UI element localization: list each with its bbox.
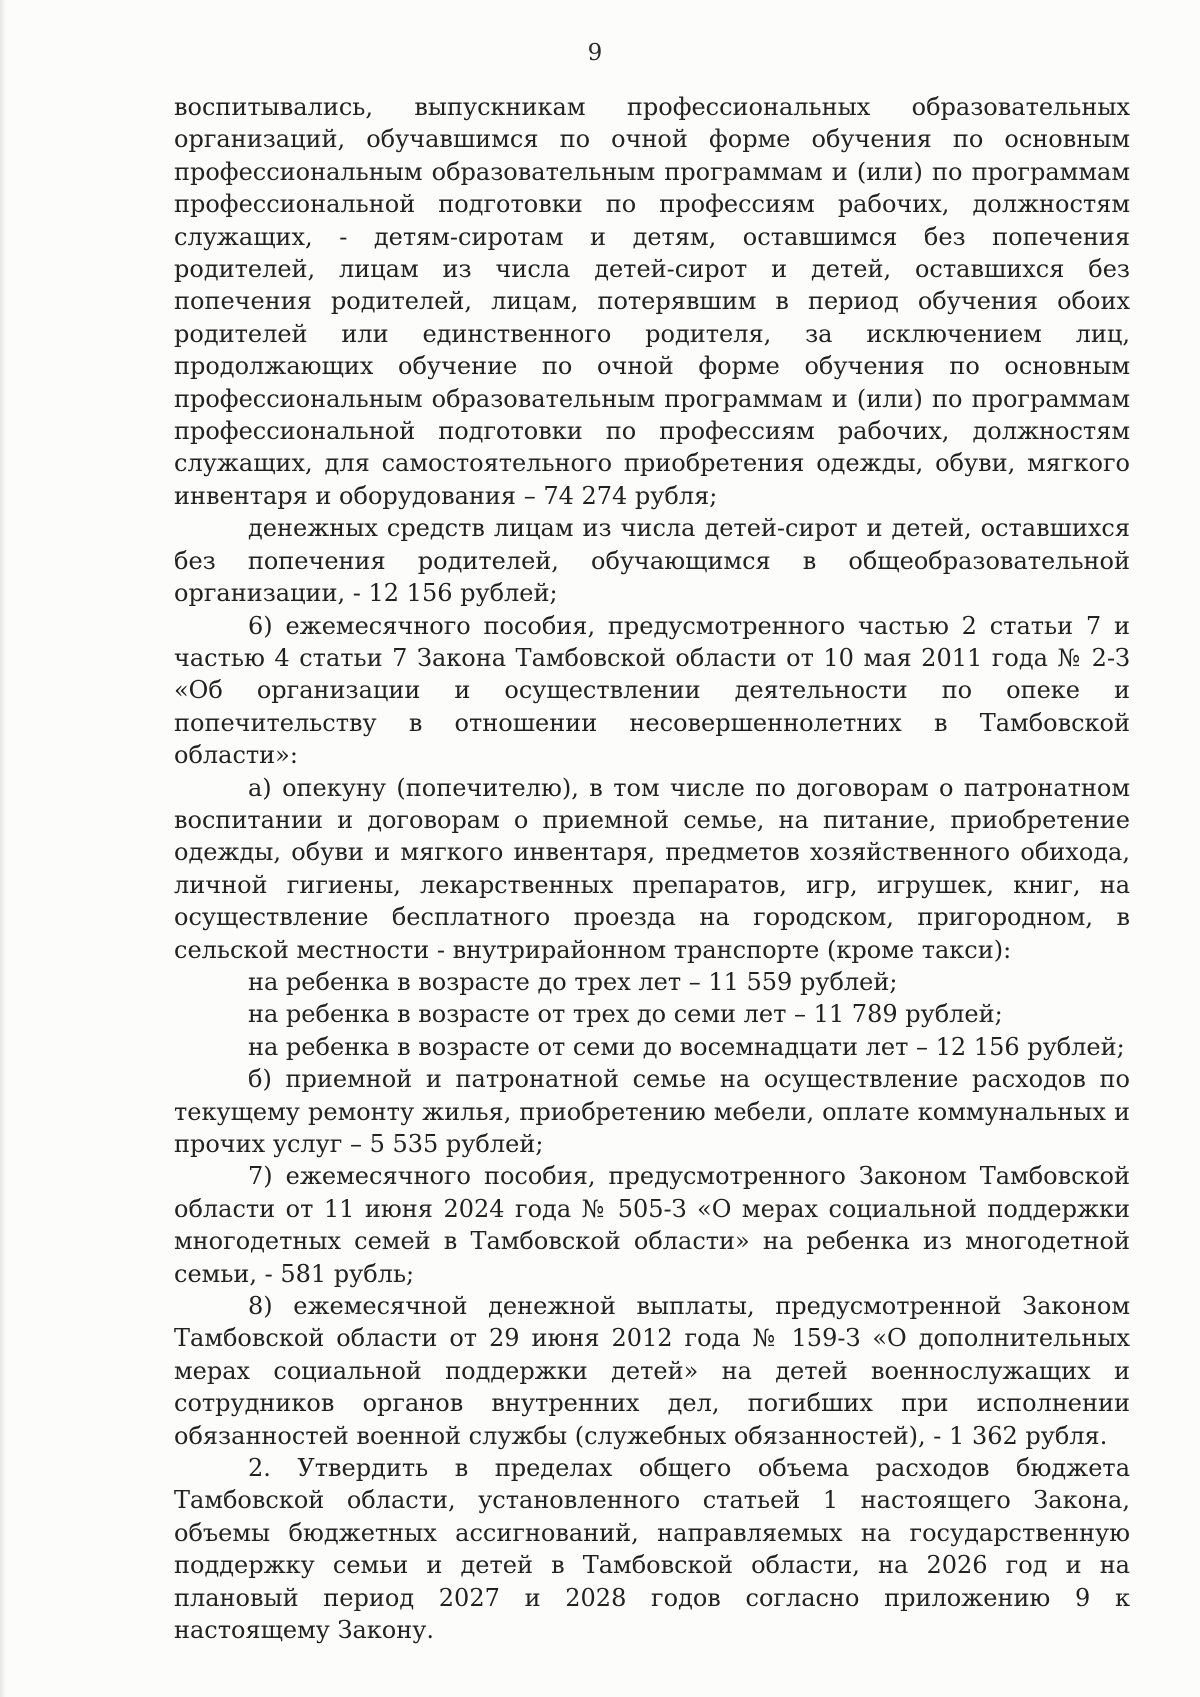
paragraph-item-8: 8) ежемесячной денежной выплаты, предусмотренной Законом Тамбовской области от 29 июня 2012 года № 159-З «О дополнительных мерах социальной поддержки детей» на детей военнослужащих и сотрудников органов внутренних дел, погибших при исполнении обязанностей военной службы (служебных обязанностей), - 1 362 рубля. bbox=[174, 1292, 1130, 1450]
paragraph-item-7: 7) ежемесячного пособия, предусмотренного Законом Тамбовской области от 11 июня 2024 года № 505-З «О мерах социальной поддержки многодетных семей в Тамбовской области» на ребенка из многодетной семьи, - 581 рубль; bbox=[174, 1162, 1130, 1288]
paragraph-age-under-3: на ребенка в возрасте до трех лет – 11 559 рублей; bbox=[248, 967, 898, 996]
paragraph-continuation: воспитывались, выпускникам профессиональных образовательных организаций, обучавшимся по очной форме обучения по основным профессиональным образовательным программам и (или) по программам профессиональной подготовки по профессиям рабочих, должностям служащих, - детям-сиротам и детям, оставшимся без попечения родителей, лицам из числа детей-сирот и детей, оставшихся без попечения родителей, лицам, потерявшим в период обучения обоих родителей или единственного родителя, за исключением лиц, продолжающих обучение по очной форме обучения по основным профессиональным образовательным программам и (или) по программам профессиональной подготовки по профессиям рабочих, должностям служащих, для самостоятельного приобретения одежды, обуви, мягкого инвентаря и оборудования – 74 274 рубля; bbox=[174, 93, 1130, 510]
paragraph-age-7-to-18: на ребенка в возрасте от семи до восемнадцати лет – 12 156 рублей; bbox=[248, 1032, 1125, 1061]
paragraph-item-6b: б) приемной и патронатной семье на осуществление расходов по текущему ремонту жилья, приобретению мебели, оплате коммунальных и прочих услуг – 5 535 рублей; bbox=[174, 1065, 1130, 1158]
paragraph-orphan-funds: денежных средств лицам из числа детей-сирот и детей, оставшихся без попечения родителей, обучающимся в общеобразовательной организации, - 12 156 рублей; bbox=[174, 514, 1130, 608]
paragraph-item-6: 6) ежемесячного пособия, предусмотренного частью 2 статьи 7 и частью 4 статьи 7 Закона Тамбовской области от 10 мая 2011 года № 2-З «Об организации и осуществлении деятельности по опеке и попечительству в отношении несовершеннолетних в Тамбовской области»: bbox=[174, 611, 1130, 770]
page-number: 9 bbox=[587, 40, 603, 66]
document-body bbox=[174, 91, 1130, 1647]
scan-edge bbox=[0, 0, 6, 1697]
paragraph-age-3-to-7: на ребенка в возрасте от трех до семи лет – 11 789 рублей; bbox=[248, 1000, 1003, 1029]
paragraph-section-2: 2. Утвердить в пределах общего объема расходов бюджета Тамбовской области, установленного статьей 1 настоящего Закона, объемы бюджетных ассигнований, направляемых на государственную поддержку семьи и детей в Тамбовской области, на 2026 год и на плановый период 2027 и 2028 годов согласно приложению 9 к настоящему Закону. bbox=[174, 1454, 1130, 1645]
paragraph-item-6a: а) опекуну (попечителю), в том числе по договорам о патронатном воспитании и договорам о приемной семье, на питание, приобретение одежды, обуви и мягкого инвентаря, предметов хозяйственного обихода, личной гигиены, лекарственных препаратов, игр, игрушек, книг, на осуществление бесплатного проезда на городском, пригородном, в сельской местности - внутрирайонном транспорте (кроме такси): bbox=[174, 773, 1130, 964]
